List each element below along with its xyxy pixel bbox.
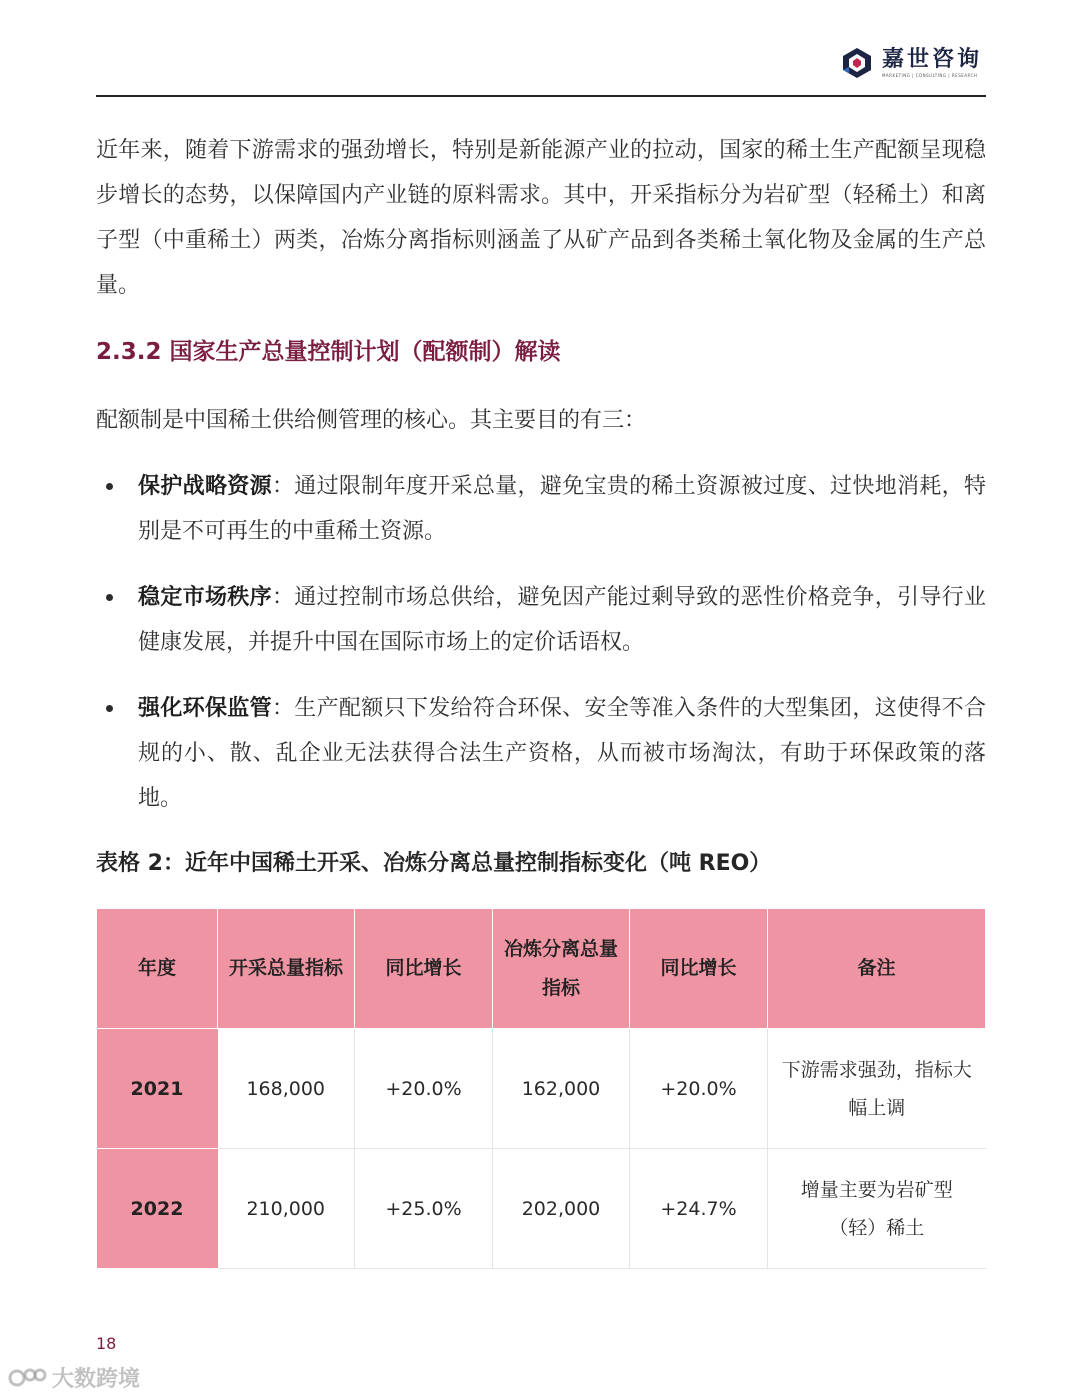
- header-smelting-yoy: 同比增长: [630, 909, 768, 1029]
- table-row: [97, 1029, 986, 1149]
- table-header-row: [97, 909, 986, 1029]
- header-note: 备注: [768, 909, 986, 1029]
- note-cell: 增量主要为岩矿型（轻）稀土: [768, 1149, 986, 1269]
- purpose-list: [96, 464, 986, 842]
- bullet-icon: [106, 705, 113, 712]
- header-divider: [96, 95, 986, 97]
- quota-intro: 配额制是中国稀土供给侧管理的核心。其主要目的有三：: [96, 408, 647, 433]
- smelting-yoy-cell: +20.0%: [630, 1029, 768, 1149]
- smelting-yoy-cell: +24.7%: [630, 1149, 768, 1269]
- brand-tagline: MARKETING | CONSULTING | RESEARCH: [881, 73, 978, 78]
- year-cell: 2021: [97, 1029, 218, 1149]
- table-caption: 表格 2：近年中国稀土开采、冶炼分离总量控制指标变化（吨 REO）: [96, 851, 772, 876]
- bullet-text: ：生产配额只下发给符合环保、安全等准入条件的大型集团，这使得不合规的小、散、乱企业无法获得合法生产资格，从而被市场淘汰，有助于环保政策的落地。: [138, 696, 986, 811]
- bullet-text: ：通过限制年度开采总量，避免宝贵的稀土资源被过度、过快地消耗，特别是不可再生的中重稀土资源。: [138, 474, 986, 544]
- bullet-term: 稳定市场秩序: [138, 585, 272, 610]
- header-mining-yoy: 同比增长: [355, 909, 493, 1029]
- brand-logo: [840, 46, 982, 80]
- smelting-cell: 162,000: [493, 1029, 630, 1149]
- list-item: [96, 575, 986, 665]
- page-number: 18: [96, 1334, 117, 1353]
- mining-cell: 168,000: [218, 1029, 355, 1149]
- bullet-term: 强化环保监管: [138, 696, 272, 721]
- watermark-logo-icon: [8, 1365, 48, 1391]
- mining-yoy-cell: +20.0%: [355, 1029, 493, 1149]
- intro-paragraph: 近年来，随着下游需求的强劲增长，特别是新能源产业的拉动，国家的稀土生产配额呈现稳步增长的态势，以保障国内产业链的原料需求。其中，开采指标分为岩矿型（轻稀土）和离子型（中重稀土）两类，冶炼分离指标则涵盖了从矿产品到各类稀土氧化物及金属的生产总量。: [96, 138, 986, 298]
- table-row: [97, 1149, 986, 1269]
- bullet-icon: [106, 483, 113, 490]
- header-mining-quota: 开采总量指标: [218, 909, 355, 1029]
- note-cell: 下游需求强劲，指标大幅上调: [768, 1029, 986, 1149]
- smelting-cell: 202,000: [493, 1149, 630, 1269]
- section-heading: 2.3.2 国家生产总量控制计划（配额制）解读: [96, 339, 561, 365]
- brand-name: 嘉世咨询: [881, 47, 982, 72]
- mining-cell: 210,000: [218, 1149, 355, 1269]
- quota-table: [96, 908, 986, 1269]
- header-year: 年度: [97, 909, 218, 1029]
- watermark: [8, 1362, 140, 1393]
- list-item: [96, 464, 986, 554]
- watermark-text: 大数跨境: [52, 1367, 141, 1392]
- mining-yoy-cell: +25.0%: [355, 1149, 493, 1269]
- list-item: [96, 686, 986, 821]
- bullet-text: ：通过控制市场总供给，避免因产能过剩导致的恶性价格竞争，引导行业健康发展，并提升中国在国际市场上的定价话语权。: [138, 585, 986, 655]
- bullet-term: 保护战略资源: [138, 474, 272, 499]
- year-cell: 2022: [97, 1149, 218, 1269]
- bullet-icon: [106, 594, 113, 601]
- header-smelting-quota: 冶炼分离总量指标: [493, 909, 630, 1029]
- cube-logo-icon: [840, 46, 874, 80]
